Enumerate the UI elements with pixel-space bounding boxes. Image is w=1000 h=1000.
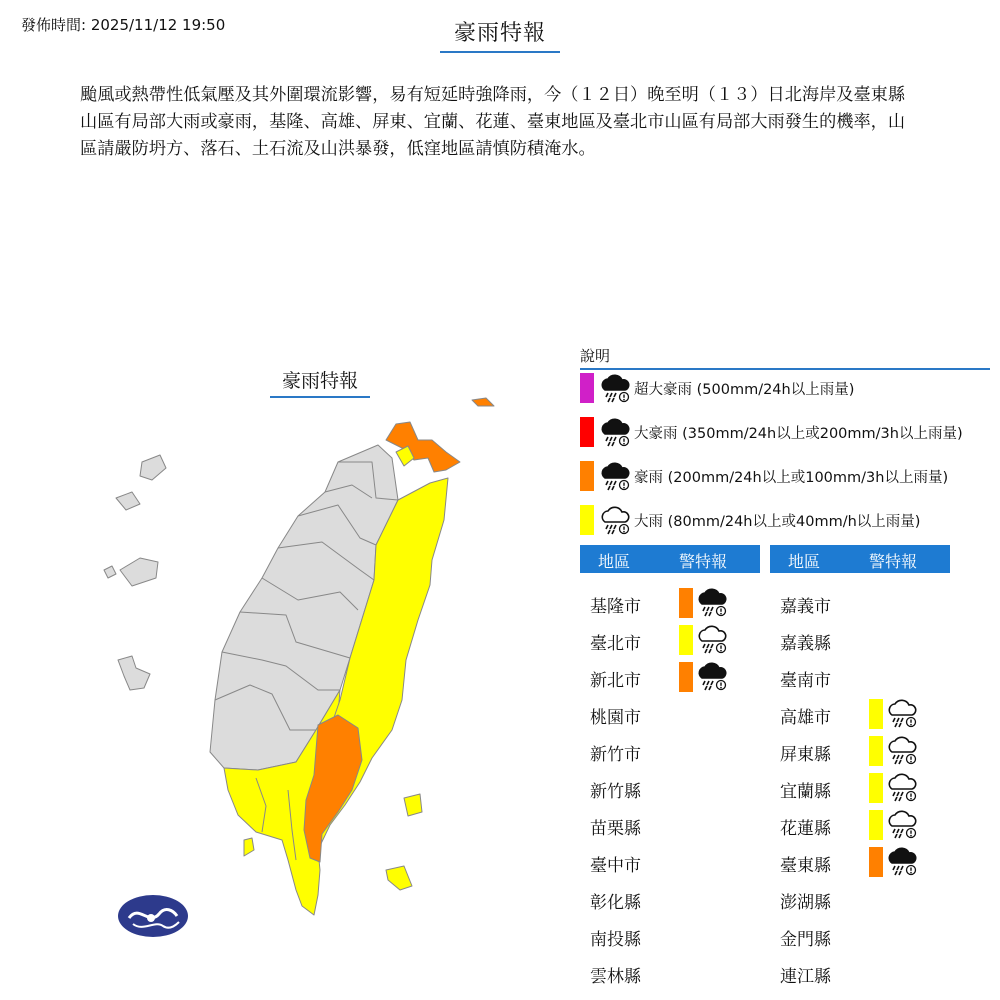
warning-level-bar: [869, 810, 883, 840]
torrential-rain-icon: [886, 845, 918, 877]
issued-time: 發佈時間: 2025/11/12 19:50: [21, 16, 226, 34]
map-island-matsu-2: [116, 492, 140, 510]
heavy-rain-icon: [696, 623, 728, 655]
region-name: 桃園市: [590, 708, 641, 728]
region-name: 連江縣: [780, 967, 831, 987]
warning-level-bar: [679, 588, 693, 618]
map-island-penghu: [118, 656, 150, 690]
legend-swatch: [580, 461, 594, 491]
region-name: 基隆市: [590, 597, 641, 617]
page-title: 豪雨特報: [440, 16, 560, 53]
warning-description: 颱風或熱帶性低氣壓及其外圍環流影響，易有短延時強降雨，今（１２日）晚至明（１３）日北海岸及臺東縣山區有局部大雨或豪雨，基隆、高雄、屏東、宜蘭、花蓮、臺東地區及臺北市山區有局部大雨發生的機率，山區請嚴防坍方、落石、土石流及山洪暴發，低窪地區請慎防積淹水。: [80, 85, 906, 159]
region-name: 澎湖縣: [780, 893, 831, 913]
map-island-green: [404, 794, 422, 816]
legend-item: [580, 373, 854, 403]
map-island-xiaoliuqiu: [244, 838, 254, 856]
region-name: 雲林縣: [590, 967, 641, 987]
region-name: 嘉義縣: [780, 634, 831, 654]
heavy-rain-icon: [886, 734, 918, 766]
map-region-north-coast: [386, 422, 460, 472]
extreme-torrential-rain-icon: [599, 372, 631, 404]
header-region: 地區: [788, 552, 821, 571]
torrential-rain-icon: [696, 660, 728, 692]
legend-item: [580, 505, 920, 535]
warning-level-bar: [869, 847, 883, 877]
region-name: 宜蘭縣: [780, 782, 831, 802]
region-name: 新竹市: [590, 745, 641, 765]
legend-item: [580, 461, 948, 491]
map-island-kinmen-2: [104, 566, 116, 578]
torrential-rain-icon: [886, 845, 918, 877]
heavy-rain-icon: [599, 504, 631, 536]
torrential-rain-icon: [696, 586, 728, 618]
legend-swatch: [580, 505, 594, 535]
legend-label: 大雨 (80mm/24h以上或40mm/h以上雨量): [634, 513, 921, 530]
extremely-torrential-rain-icon: [599, 416, 631, 448]
warning-level-bar: [679, 625, 693, 655]
heavy-rain-icon: [886, 734, 918, 766]
torrential-rain-icon: [599, 460, 631, 492]
heavy-rain-icon: [599, 504, 631, 536]
warning-level-bar: [869, 773, 883, 803]
map-island-orchid: [386, 866, 412, 890]
torrential-rain-icon: [599, 460, 631, 492]
header-warning: 警特報: [679, 552, 728, 571]
region-name: 臺南市: [780, 671, 831, 691]
heavy-rain-icon: [886, 697, 918, 729]
region-name: 苗栗縣: [590, 819, 641, 839]
map-island-matsu: [140, 455, 166, 480]
torrential-rain-icon: [696, 660, 728, 692]
legend-heading: 說明: [580, 345, 990, 370]
region-name: 新竹縣: [590, 782, 641, 802]
header-region: 地區: [598, 552, 631, 571]
region-name: 新北市: [590, 671, 641, 691]
taiwan-warning-map: [0, 380, 560, 940]
legend-item: [580, 417, 963, 447]
map-title: 豪雨特報: [270, 366, 370, 398]
map-island-kinmen: [120, 558, 158, 586]
header-warning: 警特報: [869, 552, 918, 571]
region-name: 嘉義市: [780, 597, 831, 617]
region-name: 花蓮縣: [780, 819, 831, 839]
warning-level-bar: [679, 662, 693, 692]
legend-label: 豪雨 (200mm/24h以上或100mm/3h以上雨量): [634, 469, 949, 486]
heavy-rain-icon: [886, 771, 918, 803]
heavy-rain-icon: [886, 808, 918, 840]
heavy-rain-icon: [696, 623, 728, 655]
region-name: 彰化縣: [590, 893, 641, 913]
extreme-torrential-rain-icon: [599, 372, 631, 404]
region-name: 金門縣: [780, 930, 831, 950]
region-name: 屏東縣: [780, 745, 831, 765]
region-name: 南投縣: [590, 930, 641, 950]
legend-swatch: [580, 417, 594, 447]
torrential-rain-icon: [696, 586, 728, 618]
heavy-rain-icon: [886, 808, 918, 840]
map-island-guishan: [472, 398, 494, 406]
region-name: 高雄市: [780, 708, 831, 728]
cwa-logo: [118, 895, 188, 937]
warning-level-bar: [869, 699, 883, 729]
legend-label: 大豪雨 (350mm/24h以上或200mm/3h以上雨量): [634, 425, 963, 442]
legend-swatch: [580, 373, 594, 403]
extremely-torrential-rain-icon: [599, 416, 631, 448]
region-name: 臺東縣: [780, 856, 831, 876]
region-name: 臺中市: [590, 856, 641, 876]
table-header-left: [580, 545, 760, 573]
legend-label: 超大豪雨 (500mm/24h以上雨量): [634, 381, 855, 398]
heavy-rain-icon: [886, 697, 918, 729]
warning-level-bar: [869, 736, 883, 766]
region-name: 臺北市: [590, 634, 641, 654]
heavy-rain-icon: [886, 771, 918, 803]
table-header-right: [770, 545, 950, 573]
